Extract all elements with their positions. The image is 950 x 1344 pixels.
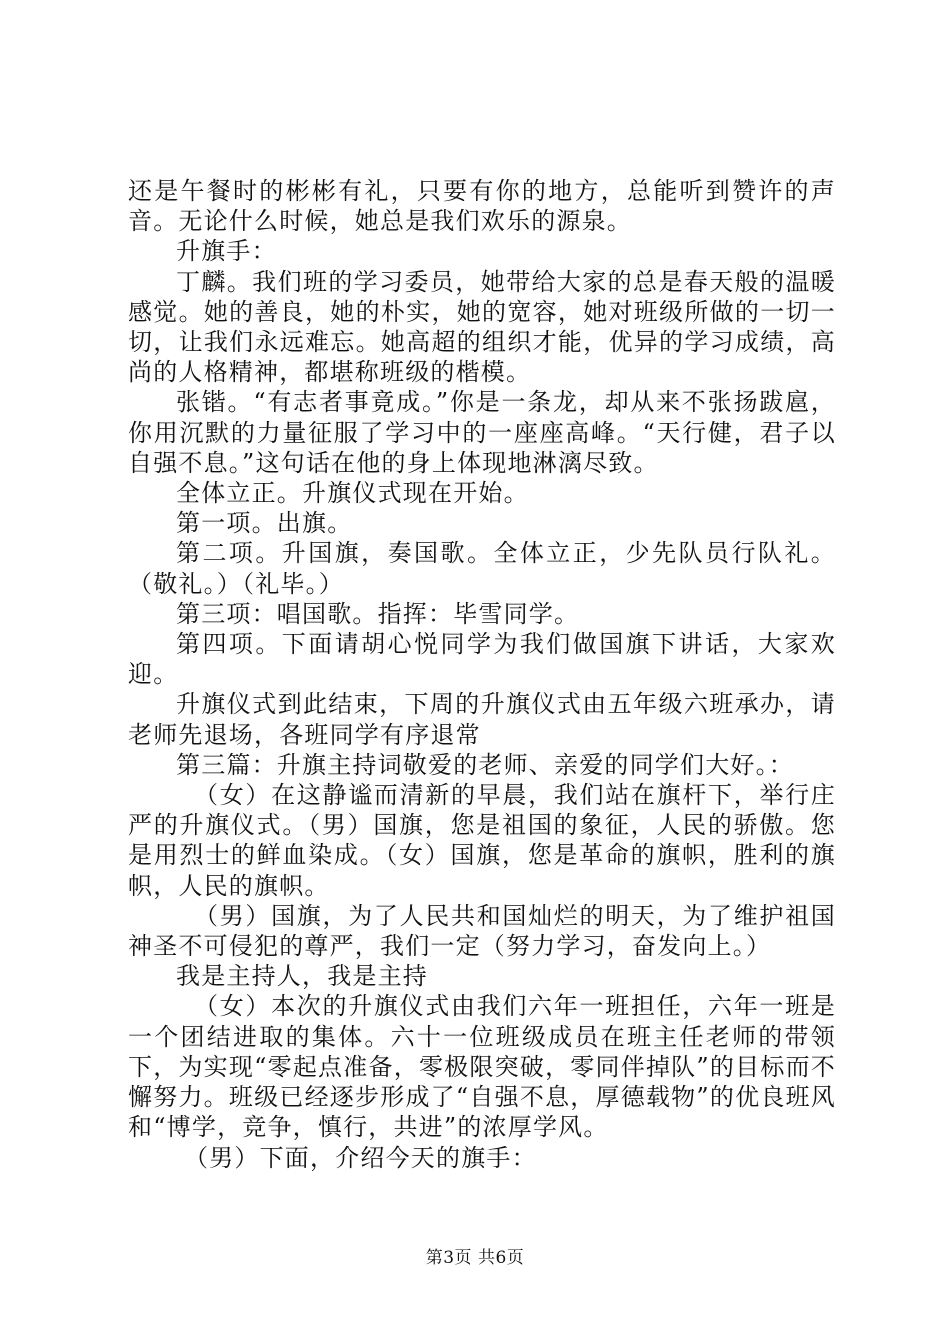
paragraph: 第二项。升国旗，奏国歌。全体立正，少先队员行队礼。（敬礼。）（礼毕。） <box>128 539 836 598</box>
paragraph: 第四项。下面请胡心悦同学为我们做国旗下讲话，大家欢迎。 <box>128 630 836 689</box>
paragraph: （女）本次的升旗仪式由我们六年一班担任，六年一班是一个团结进取的集体。六十一位班级成员在班主任老师的带领下，为实现“零起点准备，零极限突破，零同伴掉队”的目标而不懈努力。班级已经逐步形成了“自强不息，厚德载物”的优良班风和“博学，竞争，慎行，共进”的浓厚学风。 <box>128 992 836 1142</box>
paragraph: 我是主持人，我是主持 <box>176 962 428 991</box>
paragraph: 还是午餐时的彬彬有礼，只要有你的地方，总能听到赞许的声音。无论什么时候，她总是我们欢乐的源泉。 <box>128 177 836 236</box>
paragraph: 升旗手： <box>176 237 277 266</box>
document-body <box>128 176 836 1173</box>
page-number: 第3页 共6页 <box>425 1248 525 1268</box>
paragraph: （男）下面，介绍今天的旗手： <box>184 1143 537 1172</box>
paragraph: （男）国旗，为了人民共和国灿烂的明天，为了维护祖国神圣不可侵犯的尊严，我们一定（努力学习，奋发向上。） <box>128 901 836 961</box>
paragraph: 第三篇：升旗主持词敬爱的老师、亲爱的同学们大好。： <box>176 750 794 779</box>
paragraph: 张锴。“有志者事竟成。”你是一条龙，却从来不张扬跋扈，你用沉默的力量征服了学习中的一座座高峰。“天行健，君子以自强不息。”这句话在他的身上体现地淋漓尽致。 <box>128 388 836 477</box>
paragraph: 第一项。出旗。 <box>176 509 353 538</box>
paragraph: （女）在这静谧而清新的早晨，我们站在旗杆下，举行庄严的升旗仪式。（男）国旗，您是祖国的象征，人民的骄傲。您是用烈士的鲜血染成。（女）国旗，您是革命的旗帜，胜利的旗帜，人民的旗帜。 <box>128 781 836 900</box>
paragraph: 升旗仪式到此结束，下周的升旗仪式由五年级六班承办，请老师先退场，各班同学有序退常 <box>128 690 836 749</box>
paragraph: 第三项：唱国歌。指挥：毕雪同学。 <box>176 599 580 628</box>
paragraph: 全体立正。升旗仪式现在开始。 <box>176 479 529 508</box>
paragraph: 丁麟。我们班的学习委员，她带给大家的总是春天般的温暖感觉。她的善良，她的朴实，她的宽容，她对班级所做的一切一切，让我们永远难忘。她高超的组织才能，优异的学习成绩，高尚的人格精神，都堪称班级的楷模。 <box>128 267 836 387</box>
page-footer <box>0 1243 950 1268</box>
